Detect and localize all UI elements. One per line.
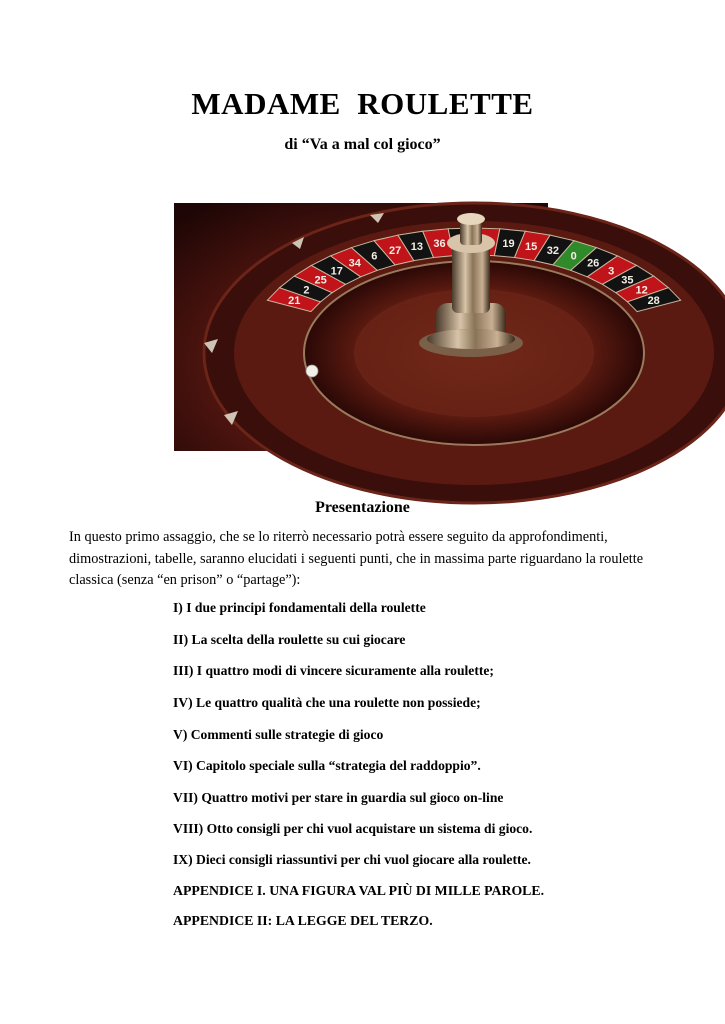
wheel-number-label: 36 [433,238,446,251]
wheel-number-label: 12 [635,284,648,297]
toc-item-7: VII) Quattro motivi per stare in guardia sul gioco on-line [173,790,504,805]
appendix-1: APPENDICE I. UNA FIGURA VAL PIÙ DI MILLE PAROLE. [173,883,545,898]
wheel-number-label: 19 [502,238,515,251]
wheel-number-label: 13 [410,241,424,253]
wheel-number-label: 21 [288,295,301,308]
wheel-number-label: 0 [570,250,577,263]
wheel-number-label: 17 [330,265,343,278]
toc-item-4: IV) Le quattro qualità che una roulette non possiede; [173,695,481,710]
roulette-wheel-photo [174,203,660,451]
appendix-2: APPENDICE II: LA LEGGE DEL TERZO. [173,913,433,928]
toc-item-3: III) I quattro modi di vincere sicuramente alla roulette; [173,663,494,678]
document-title: MADAME ROULETTE [191,86,534,121]
intro-paragraph: In questo primo assaggio, che se lo riterrò necessario potrà essere seguito da approfondimenti, dimostrazioni, tabelle, saranno elucidati i seguenti punti, che in massima parte riguardano la roulette classica (senza “en prison” o “partage”): [69,529,644,588]
document-subtitle: di “Va a mal col gioco” [284,136,441,153]
wheel-number-label: 35 [621,274,634,287]
toc-item-2: II) La scelta della roulette su cui giocare [173,632,406,647]
wheel-number-label: 6 [371,250,378,263]
wheel-number-label: 25 [314,274,327,287]
wheel-number-label: 32 [546,245,560,258]
wheel-number-label: 2 [303,284,310,297]
wheel-number-label: 3 [608,265,615,278]
toc-item-6: VI) Capitolo speciale sulla “strategia del raddoppio”. [173,758,481,773]
toc-item-1: I) I due principi fondamentali della roulette [173,600,426,615]
wheel-number-label: 34 [348,257,361,270]
roulette-wheel-illustration [174,203,660,451]
toc-item-9: IX) Dieci consigli riassuntivi per chi vuol giocare alla roulette. [173,852,531,867]
wheel-number-label: 26 [587,257,600,270]
wheel-number-label: 15 [524,241,538,253]
wheel-number-label: 28 [647,295,660,308]
toc-item-8: VIII) Otto consigli per chi vuol acquistare un sistema di gioco. [173,821,533,836]
toc-item-5: V) Commenti sulle strategie di gioco [173,727,384,742]
roulette-ball [306,365,318,377]
wheel-number-label: 27 [388,245,402,258]
section-title: Presentazione [315,499,410,516]
